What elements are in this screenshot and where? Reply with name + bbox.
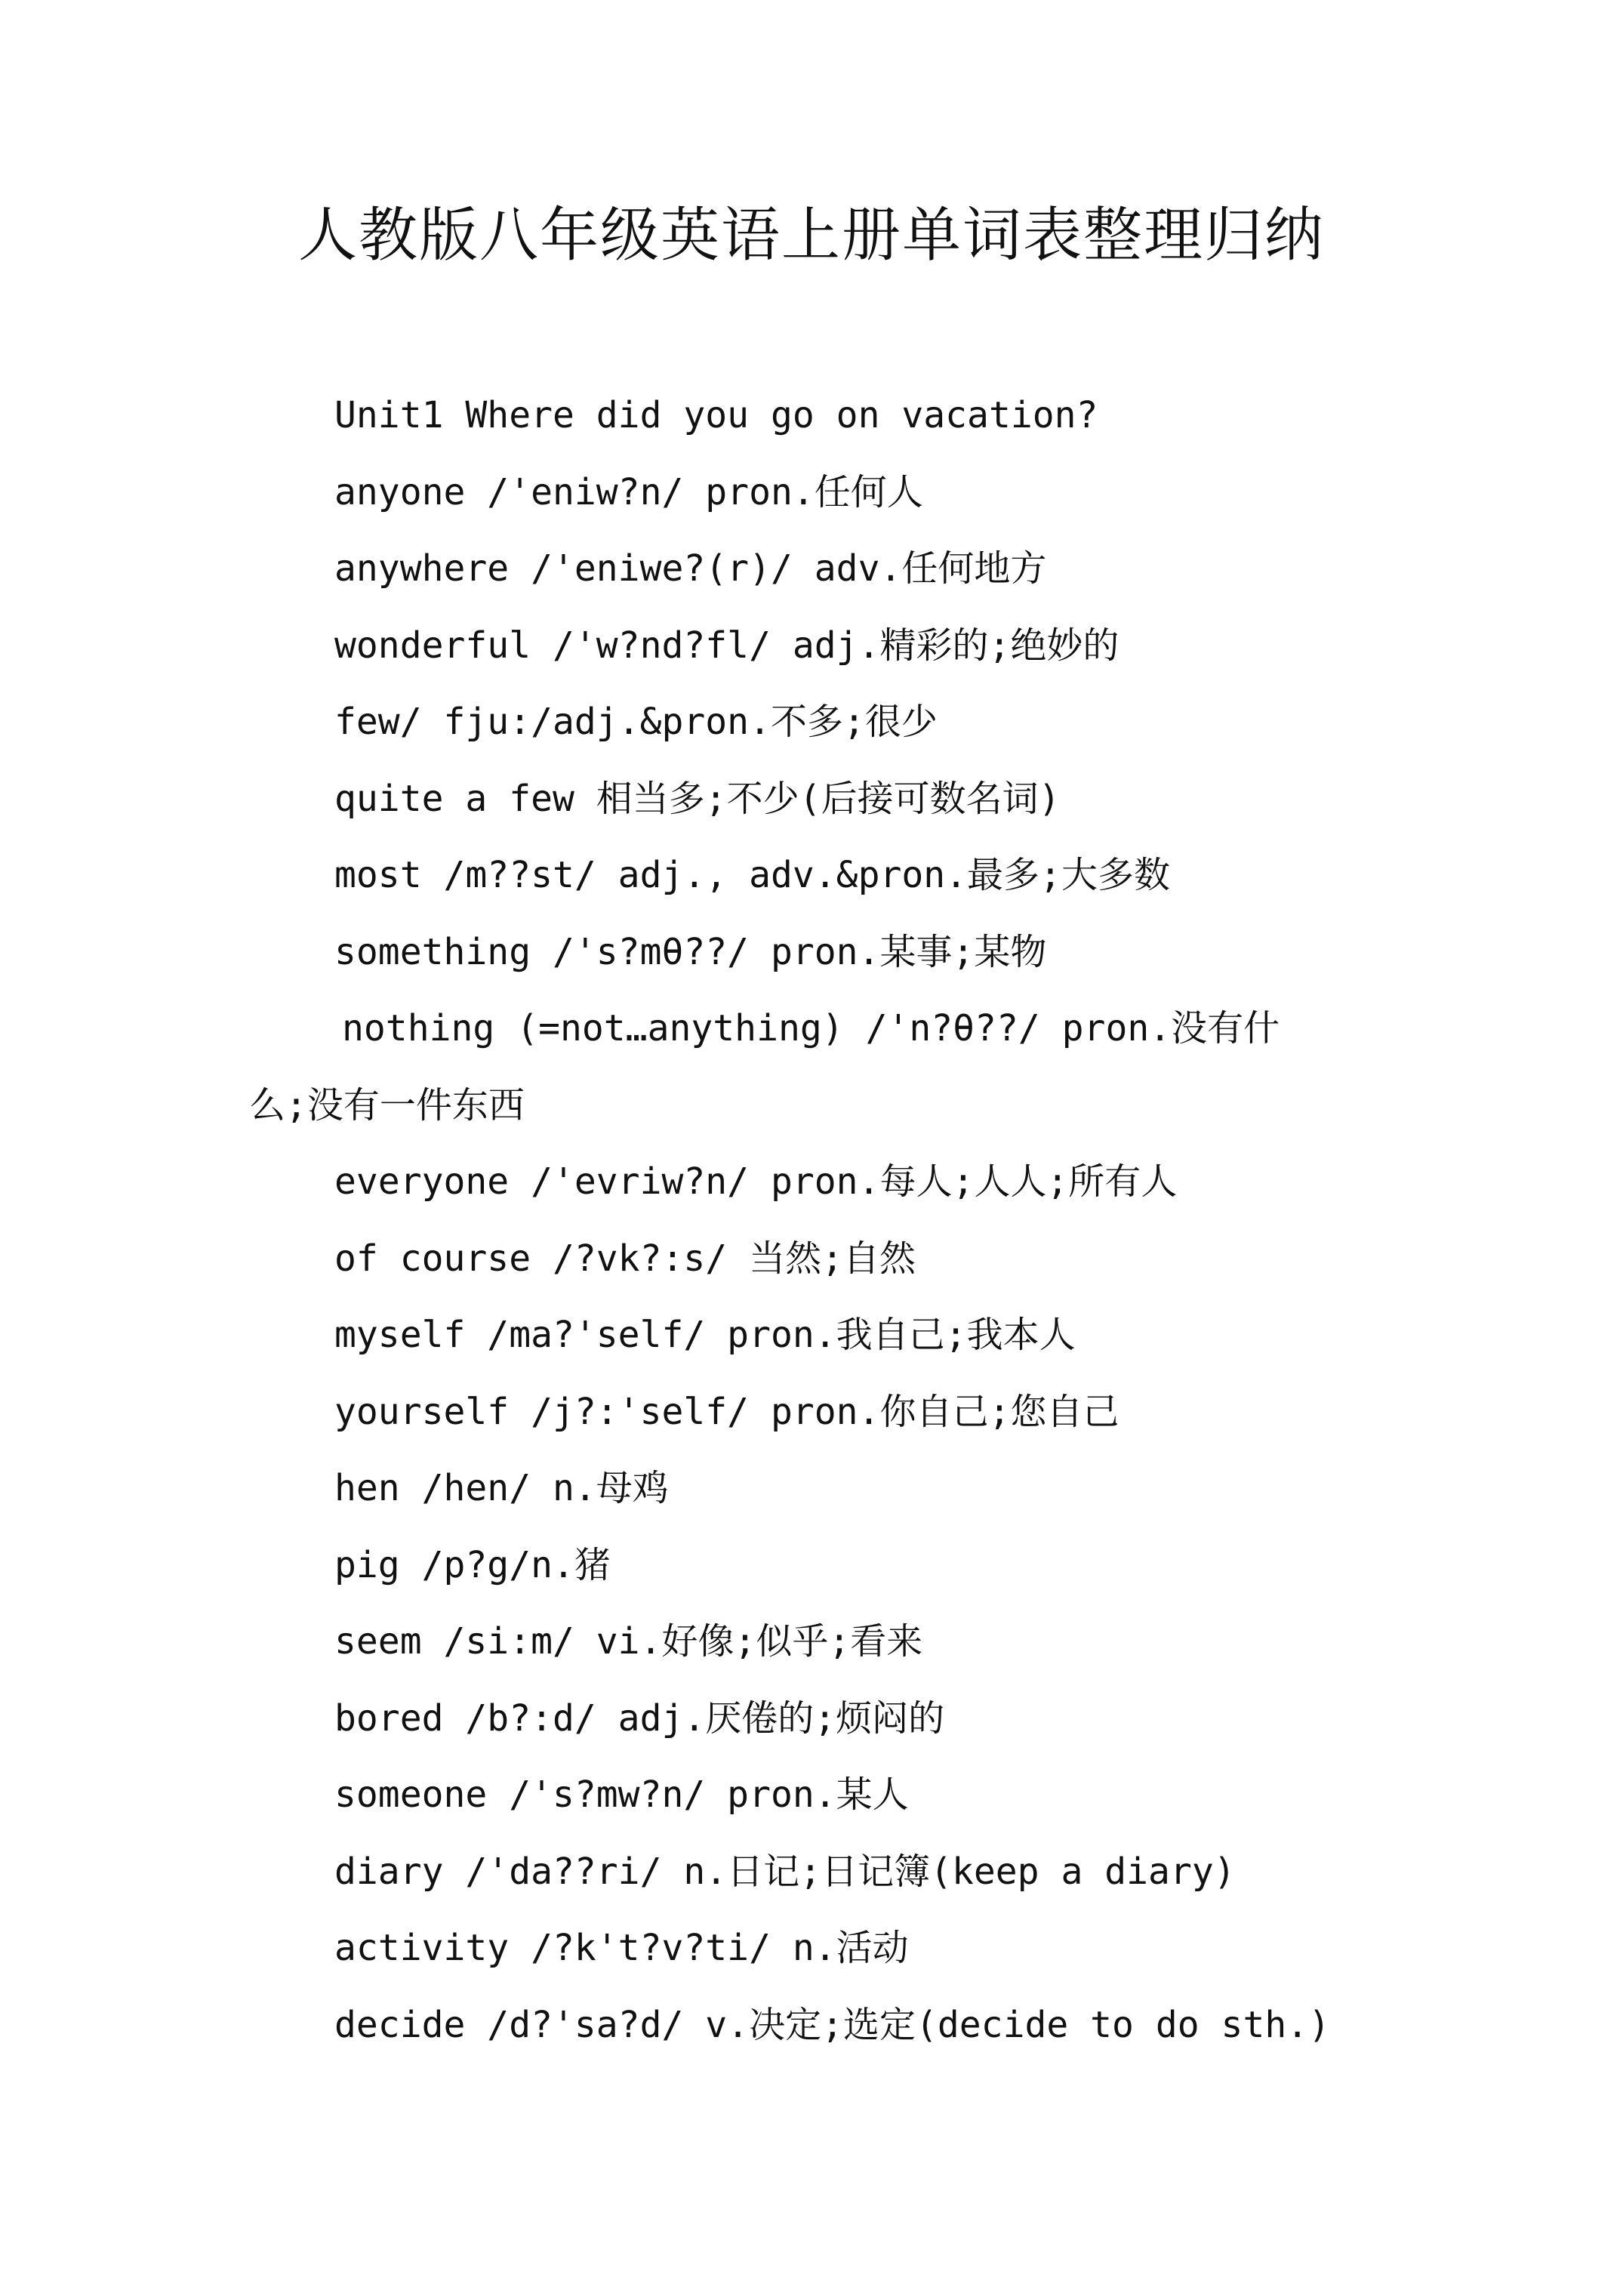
vocab-entry: yourself /j?:'self/ pron.你自己;您自己: [334, 1390, 1119, 1433]
unit-heading: Unit1 Where did you go on vacation?: [334, 394, 1098, 436]
vocab-entry: quite a few 相当多;不少(后接可数名词): [334, 777, 1061, 820]
vocab-entry: something /'s?mθ??/ pron.某事;某物: [334, 930, 1047, 973]
vocab-entry: activity /?k't?v?ti/ n.活动: [334, 1927, 909, 1969]
vocab-entry: nothing (=not…anything) /'n?θ??/ pron.没有什: [342, 1007, 1280, 1049]
vocab-entry: anywhere /'eniwe?(r)/ adv.任何地方: [334, 547, 1047, 590]
document-title: 人教版八年级英语上册单词表整理归纳: [297, 202, 1325, 270]
vocab-entry: few/ fju:/adj.&pron.不多;很少: [334, 701, 938, 743]
vocab-entry: seem /si:m/ vi.好像;似乎;看来: [334, 1620, 923, 1663]
vocab-entry: of course /?vk?:s/ 当然;自然: [334, 1237, 916, 1280]
vocab-entry: someone /'s?mw?n/ pron.某人: [334, 1774, 909, 1816]
vocab-entry-continuation: 么;没有一件东西: [249, 1083, 525, 1126]
vocab-entry: hen /hen/ n.母鸡: [334, 1467, 669, 1509]
vocab-entry: bored /b?:d/ adj.厌倦的;烦闷的: [334, 1697, 945, 1740]
vocabulary-list: [249, 378, 1381, 2063]
vocab-entry: anyone /'eniw?n/ pron.任何人: [334, 470, 923, 513]
vocab-entry: most /m??st/ adj., adv.&pron.最多;大多数: [334, 854, 1170, 896]
vocab-entry: wonderful /'w?nd?fl/ adj.精彩的;绝妙的: [334, 624, 1119, 667]
vocab-entry: pig /p?g/n.猪: [334, 1543, 611, 1586]
vocab-entry: myself /ma?'self/ pron.我自己;我本人: [334, 1314, 1076, 1356]
vocab-entry: decide /d?'sa?d/ v.决定;选定(decide to do sth.): [334, 2003, 1331, 2046]
vocab-entry: everyone /'evriw?n/ pron.每人;人人;所有人: [334, 1160, 1178, 1203]
vocab-entry: diary /'da??ri/ n.日记;日记簿(keep a diary): [334, 1850, 1236, 1893]
